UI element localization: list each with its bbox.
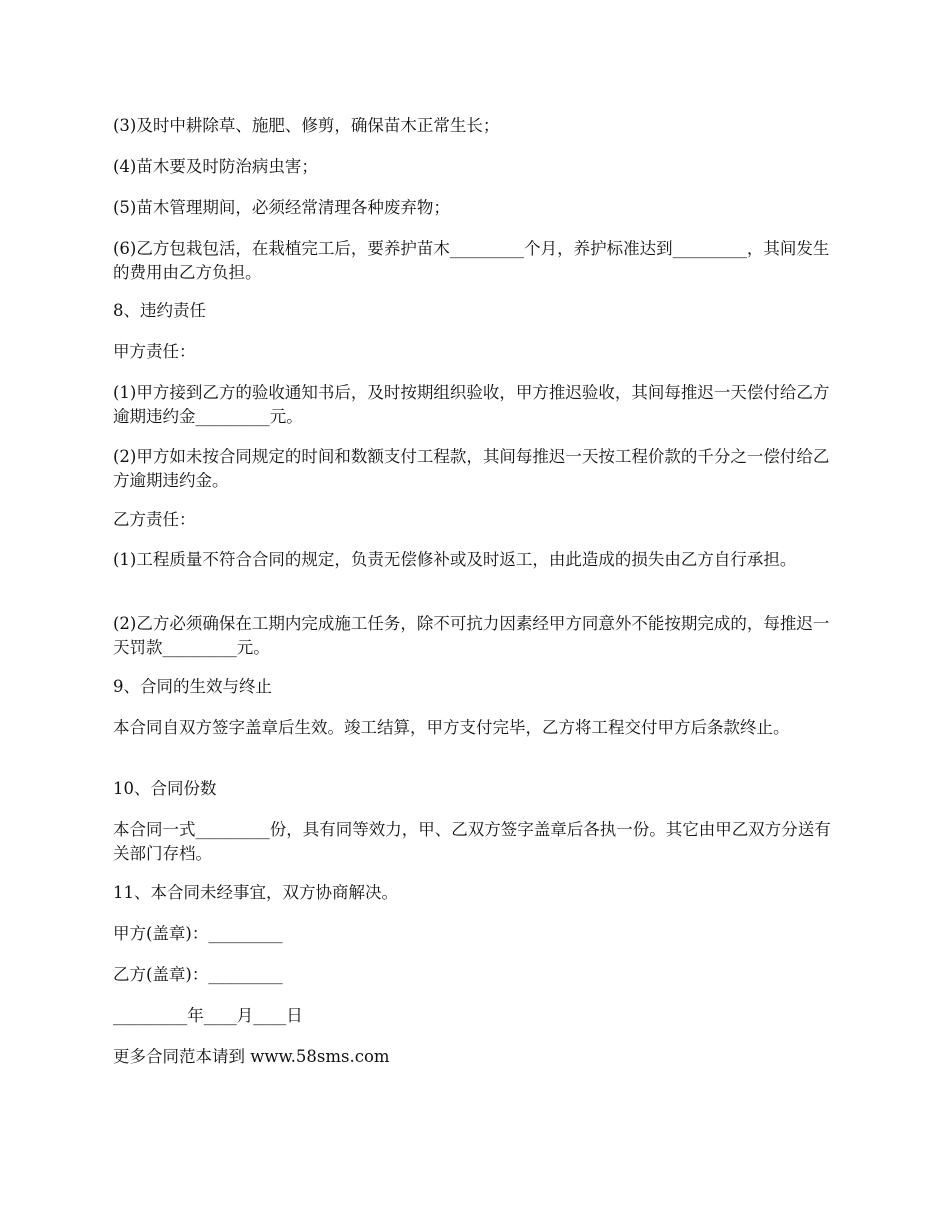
section-heading-8: 8、违约责任 [113, 301, 206, 320]
section-heading-10: 10、合同份数 [113, 779, 217, 798]
copies-clause: 本合同一式_________份，具有同等效力，甲、乙双方签字盖章后各执一份。其它由甲乙双方分送有关部门存档。 [113, 820, 831, 863]
clause-7-5: (5)苗木管理期间，必须经常清理各种废弃物； [113, 198, 450, 217]
footer-link-text: 更多合同范本请到 www.58sms.com [113, 1047, 390, 1066]
party-b-clause-2: (2)乙方必须确保在工期内完成施工任务，除不可抗力因素经甲方同意外不能按期完成的，每推迟一天罚款_________元。 [113, 614, 830, 657]
clause-7-3: (3)及时中耕除草、施肥、修剪，确保苗木正常生长； [113, 116, 500, 135]
clause-7-4: (4)苗木要及时防治病虫害； [113, 157, 318, 176]
party-b-clause-1: (1)工程质量不符合合同的规定，负责无偿修补或及时返工，由此造成的损失由乙方自行承担。 [113, 550, 797, 569]
party-b-signature: 乙方(盖章)：_________ [113, 965, 283, 984]
party-a-signature: 甲方(盖章)：_________ [113, 924, 283, 943]
party-a-clause-2: (2)甲方如未按合同规定的时间和数额支付工程款，其间每推迟一天按工程价款的千分之一偿付给乙方逾期违约金。 [113, 447, 830, 490]
party-a-liability-heading: 甲方责任： [113, 342, 196, 361]
party-b-liability-heading: 乙方责任： [113, 510, 196, 529]
section-heading-11: 11、本合同未经事宜，双方协商解决。 [113, 883, 398, 902]
clause-7-6: (6)乙方包栽包活，在栽植完工后，要养护苗木_________个月，养护标准达到_________，其间发生的费用由乙方负担。 [113, 239, 830, 282]
party-a-clause-1: (1)甲方接到乙方的验收通知书后，及时按期组织验收，甲方推迟验收，其间每推迟一天偿付给乙方逾期违约金_________元。 [113, 383, 830, 426]
signing-date: _________年____月____日 [113, 1006, 303, 1025]
section-heading-9: 9、合同的生效与终止 [113, 677, 272, 696]
effectiveness-clause: 本合同自双方签字盖章后生效。竣工结算，甲方支付完毕，乙方将工程交付甲方后条款终止。 [113, 718, 790, 737]
